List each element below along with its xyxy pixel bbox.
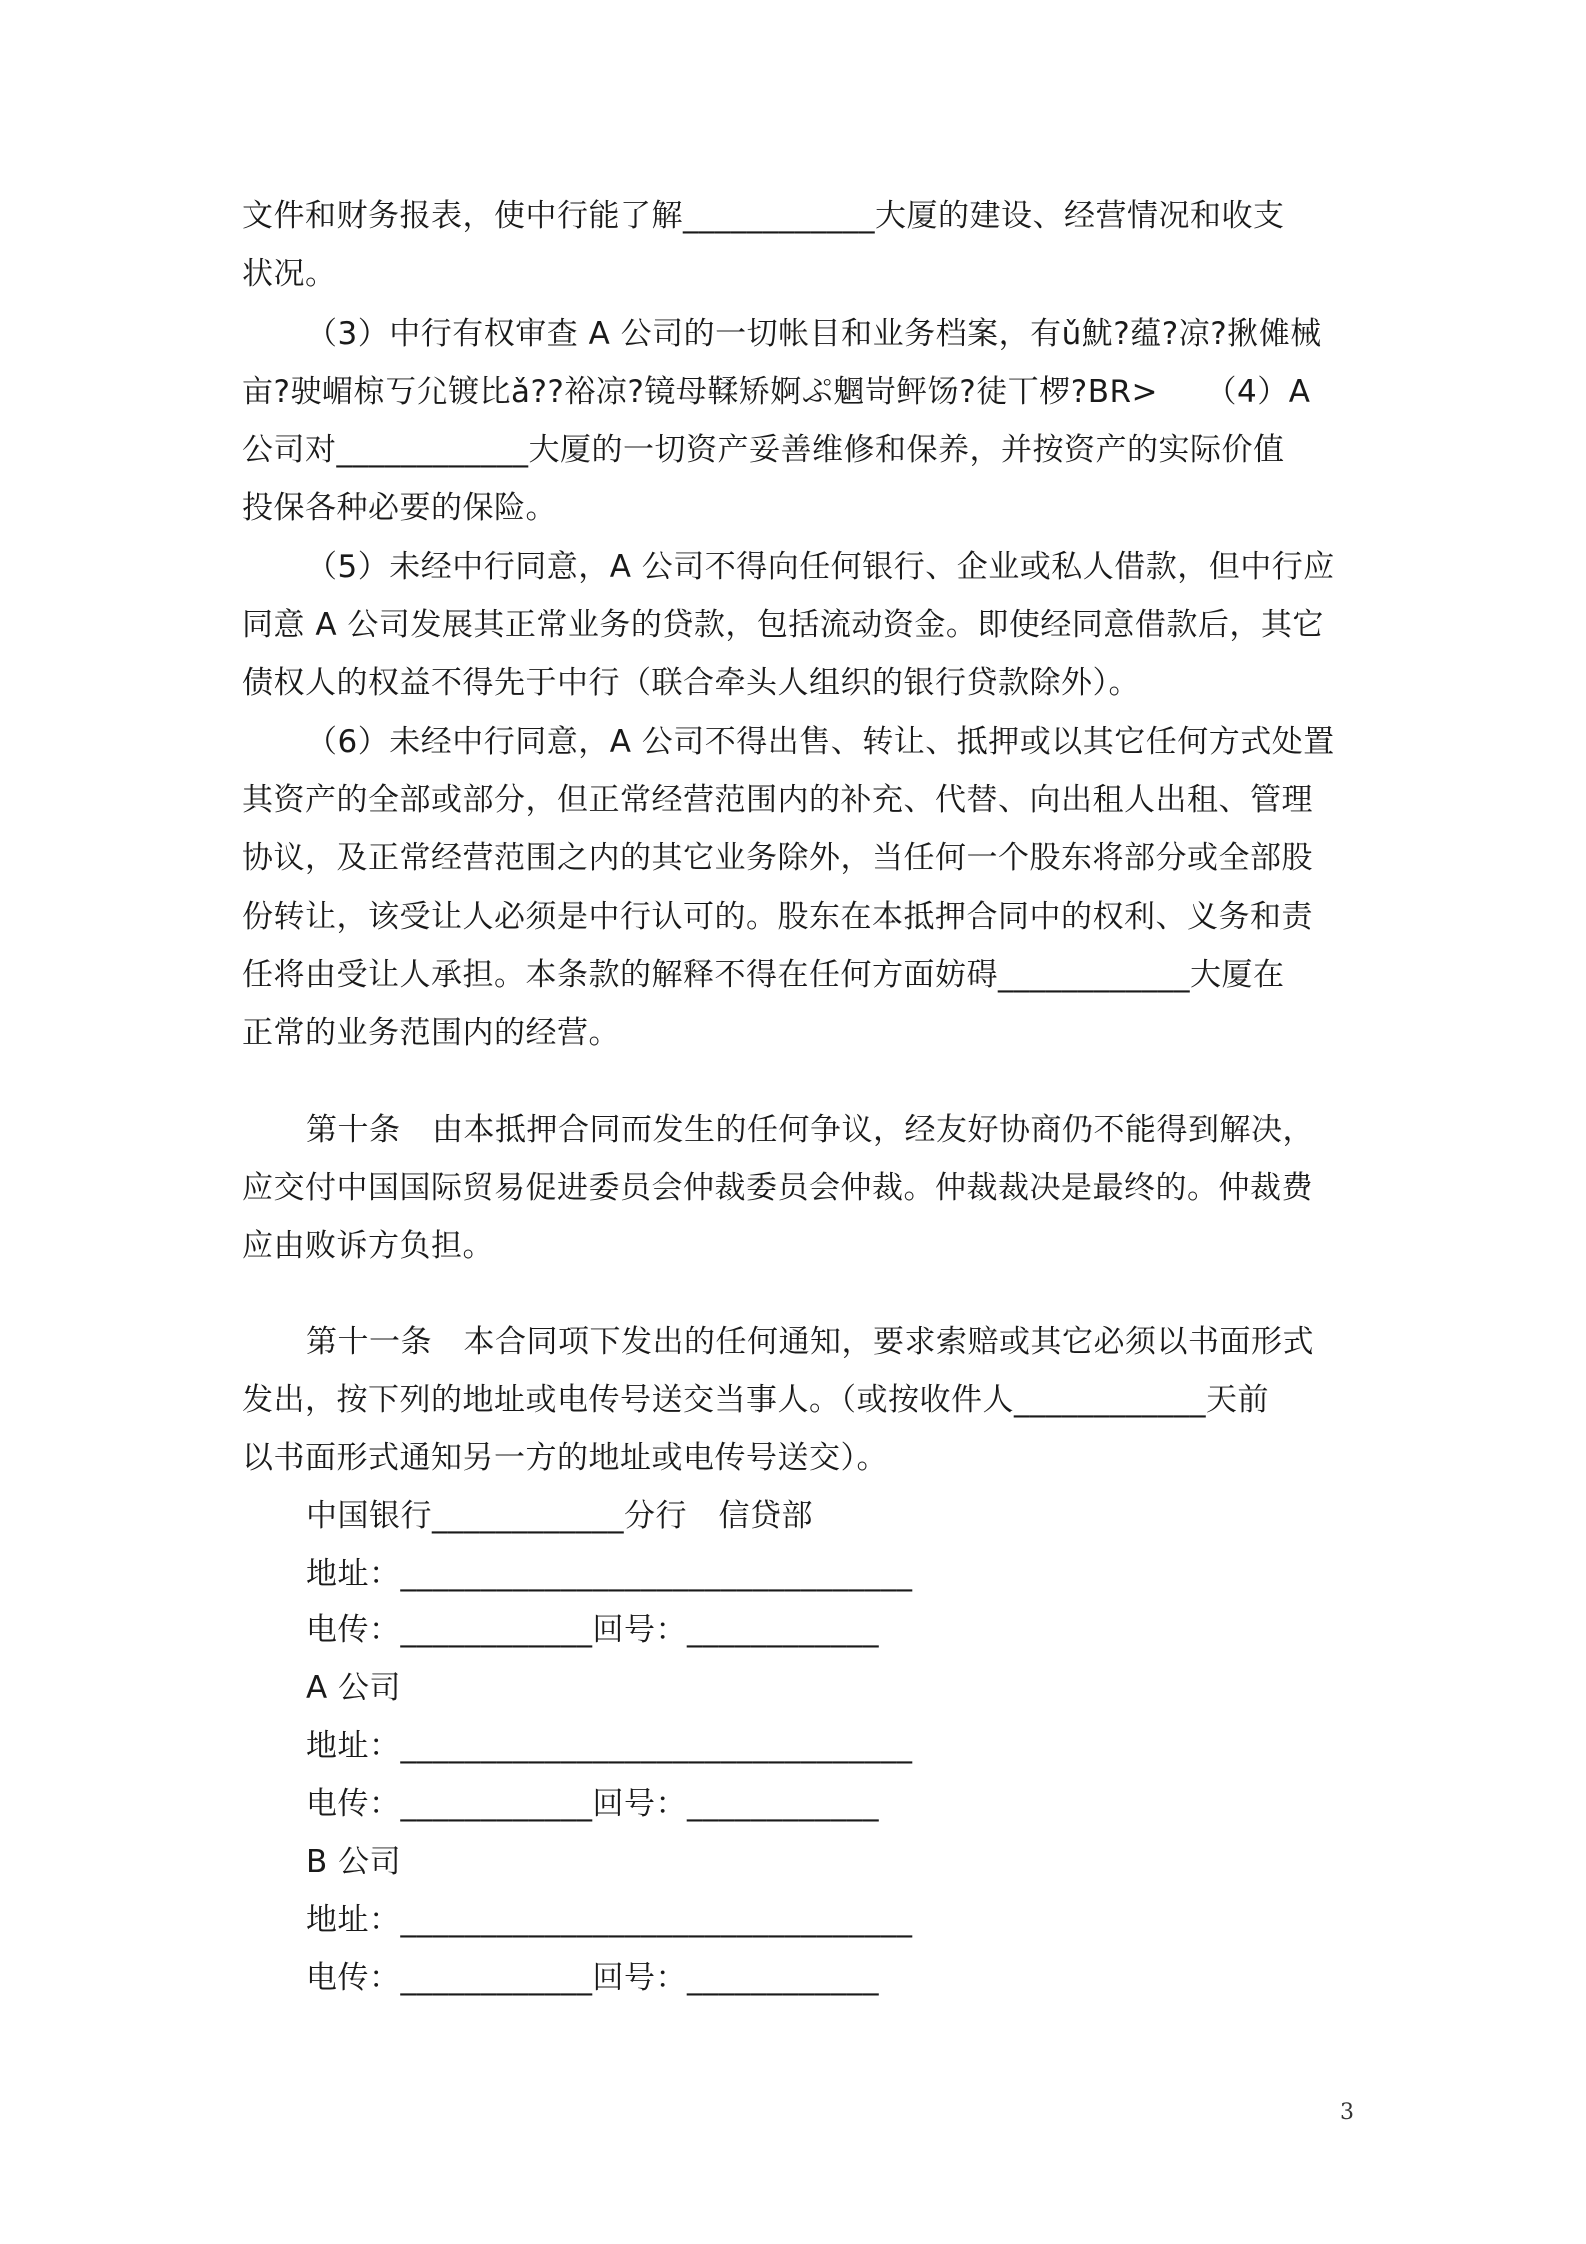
text-line: （3）中行有权审查 A 公司的一切帐目和业务档案，有ǔ魷?蕴?凉?揪傩械 [306,316,1322,352]
text-line: 亩?驶嵋椋丂尣镀比ǎ??裕凉?镜母鞣矫婀ぷ魍岢鲆饧?徒丅椤?BR> （4）A [242,374,1311,410]
company-b-heading: B 公司 [306,1844,402,1880]
text-line: （6）未经中行同意，A 公司不得出售、转让、抵押或以其它任何方式处置 [306,724,1335,760]
text-line: 应交付中国国际贸易促进委员会仲裁委员会仲裁。仲裁裁决是最终的。仲裁费 [242,1170,1313,1206]
company-b-address-field: 地址：________________________________ [306,1902,913,1938]
company-b-telex-field: 电传：____________回号：____________ [306,1960,879,1996]
company-a-address-field: 地址：________________________________ [306,1728,913,1764]
article-10-heading: 第十条 由本抵押合同而发生的任何争议，经友好协商仍不能得到解决， [306,1112,1314,1148]
text-line: 其资产的全部或部分，但正常经营范围内的补充、代替、向出租人出租、管理 [242,782,1313,818]
text-line: 公司对____________大厦的一切资产妥善维修和保养，并按资产的实际价值 [242,432,1285,468]
text-line: 文件和财务报表，使中行能了解____________大厦的建设、经营情况和收支 [242,198,1285,234]
text-line: 以书面形式通知另一方的地址或电传号送交）。 [242,1440,888,1476]
company-a-heading: A 公司 [306,1670,402,1706]
text-line: 状况。 [242,256,337,292]
bank-contact-heading: 中国银行____________分行 信贷部 [306,1498,813,1534]
text-line: 同意 A 公司发展其正常业务的贷款，包括流动资金。即使经同意借款后，其它 [242,607,1324,643]
article-11-heading: 第十一条 本合同项下发出的任何通知，要求索赔或其它必须以书面形式 [306,1324,1314,1360]
text-line: 协议，及正常经营范围之内的其它业务除外，当任何一个股东将部分或全部股 [242,840,1313,876]
company-a-telex-field: 电传：____________回号：____________ [306,1786,879,1822]
text-line: 正常的业务范围内的经营。 [242,1015,620,1051]
text-line: 任将由受让人承担。本条款的解释不得在任何方面妨碍____________大厦在 [242,957,1285,993]
text-line: （5）未经中行同意，A 公司不得向任何银行、企业或私人借款，但中行应 [306,549,1335,585]
text-line: 发出，按下列的地址或电传号送交当事人。（或按收件人____________天前 [242,1382,1269,1418]
page-number: 3 [1340,2100,1354,2125]
text-line: 债权人的权益不得先于中行（联合牵头人组织的银行贷款除外）。 [242,665,1140,701]
bank-telex-field: 电传：____________回号：____________ [306,1612,879,1648]
text-line: 投保各种必要的保险。 [242,490,557,526]
text-line: 应由败诉方负担。 [242,1228,494,1264]
bank-address-field: 地址：________________________________ [306,1556,913,1592]
text-line: 份转让，该受让人必须是中行认可的。股东在本抵押合同中的权利、义务和责 [242,899,1313,935]
